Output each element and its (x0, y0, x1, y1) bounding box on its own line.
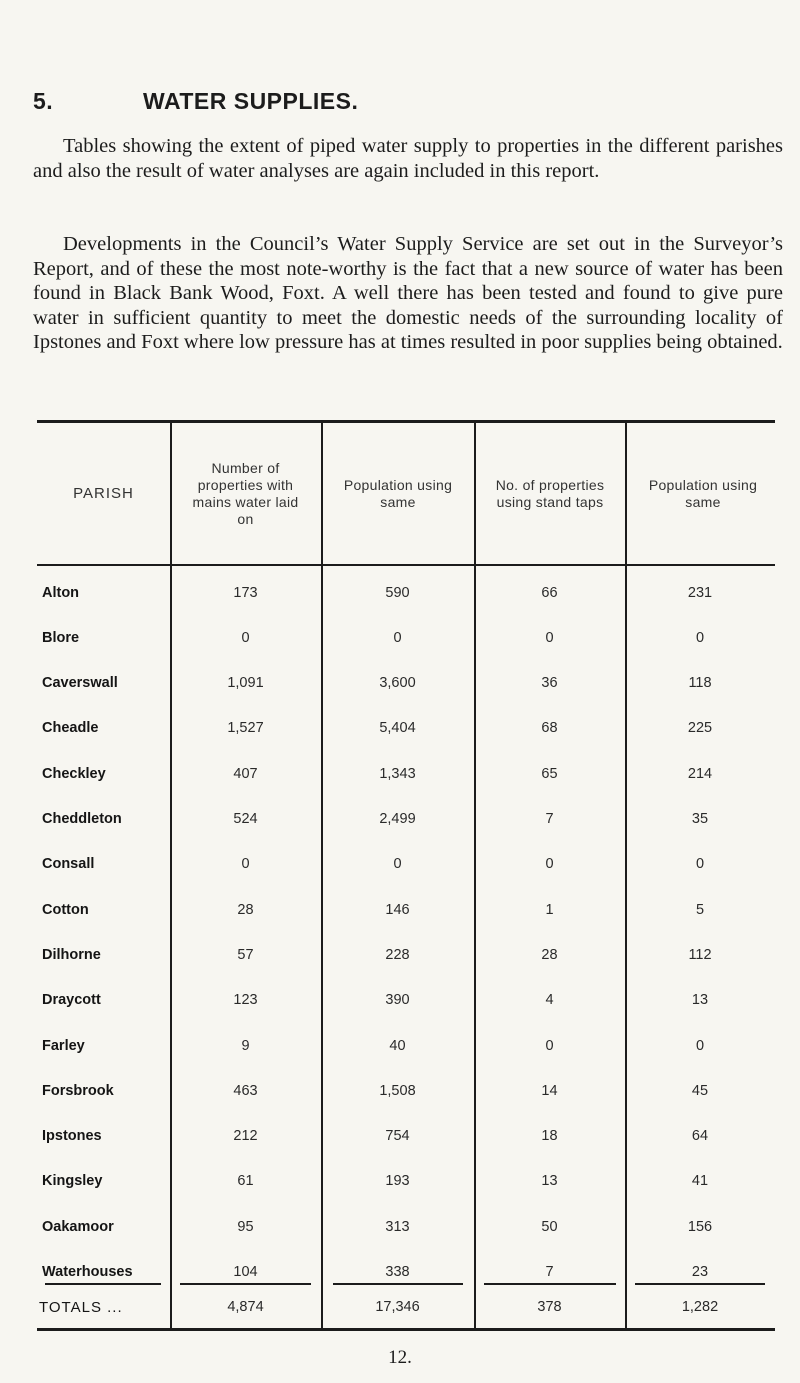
table-bottom-rule (37, 1328, 775, 1331)
population-standtaps: 0 (695, 629, 705, 646)
mains-properties: 212 (233, 1128, 258, 1145)
population-mains: 338 (385, 1264, 410, 1280)
parish-name: Alton (42, 584, 80, 601)
parish-name: Blore (42, 629, 80, 646)
section-heading (33, 88, 773, 115)
mains-properties: 0 (241, 856, 250, 873)
mains-properties: 104 (233, 1264, 258, 1280)
mains-properties: 407 (233, 765, 258, 782)
standtap-properties: 65 (541, 765, 558, 782)
population-mains: 2,499 (379, 811, 416, 827)
population-mains: 390 (385, 992, 410, 1009)
population-mains: 0 (393, 629, 402, 646)
header-standtap-properties: No. of properties using stand taps (495, 476, 605, 510)
table-row (37, 573, 775, 612)
parish-name: Cotton (42, 901, 89, 918)
section-number: 5. (33, 88, 54, 114)
table-row (37, 1026, 775, 1065)
table-row (37, 709, 775, 748)
standtap-properties: 66 (541, 584, 558, 601)
mains-properties: 1,527 (227, 720, 264, 737)
population-standtaps: 5 (695, 901, 705, 918)
population-standtaps: 0 (695, 1037, 705, 1054)
table-row (37, 664, 775, 703)
standtap-properties: 50 (541, 1218, 558, 1235)
population-standtaps: 231 (687, 584, 713, 601)
population-standtaps: 0 (695, 856, 705, 873)
parish-name: Cheadle (42, 720, 99, 737)
table-row (37, 1117, 775, 1156)
population-standtaps: 112 (688, 946, 712, 963)
population-mains: 313 (385, 1218, 410, 1235)
population-mains: 1,343 (379, 765, 416, 782)
population-mains: 193 (385, 1173, 410, 1190)
parish-name: Consall (42, 856, 95, 873)
total-taps: 378 (537, 1299, 562, 1315)
parish-name: Checkley (42, 765, 106, 782)
section-title: WATER SUPPLIES. (143, 88, 359, 114)
standtap-properties: 4 (545, 992, 554, 1009)
standtap-properties: 0 (545, 629, 554, 646)
population-mains: 754 (385, 1128, 410, 1145)
developments-paragraph: Developments in the Council’s Water Supply Service are set out in the Surveyor’s Report, and of these the most note-worthy is the fact that a new source of water has been found in Black Bank Wood, Foxt. A well there has been tested and found to give pure water in sufficient quantity to meet the domestic needs of the surrounding locality of Ipstones and Foxt where low pressure has at times resulted in poor supplies being obtained. (33, 233, 783, 353)
page-number: 12. (388, 1347, 412, 1368)
table-row (37, 1162, 775, 1201)
population-standtaps: 225 (687, 720, 713, 737)
header-parish: PARISH (73, 485, 134, 502)
table-row (37, 1207, 775, 1246)
parish-name: Cheddleton (42, 811, 122, 827)
population-mains: 40 (389, 1037, 406, 1054)
population-mains: 228 (385, 946, 410, 963)
standtap-properties: 18 (541, 1128, 558, 1145)
population-mains: 0 (393, 856, 402, 873)
population-standtaps: 64 (691, 1128, 709, 1145)
standtap-properties: 36 (541, 675, 558, 692)
mains-properties: 173 (233, 584, 258, 601)
water-supply-table (37, 420, 775, 1331)
mains-properties: 0 (241, 629, 250, 646)
population-standtaps: 156 (687, 1218, 713, 1235)
parish-name: Ipstones (42, 1128, 102, 1145)
standtap-properties: 68 (541, 720, 558, 737)
population-mains: 3,600 (379, 675, 416, 692)
mains-properties: 123 (233, 992, 258, 1009)
totals-row (37, 1285, 775, 1324)
population-standtaps: 23 (691, 1264, 709, 1280)
population-mains: 5,404 (379, 720, 416, 737)
population-mains: 590 (385, 584, 410, 601)
standtap-properties: 7 (545, 1264, 554, 1280)
population-standtaps: 35 (691, 811, 709, 827)
mains-properties: 524 (233, 811, 258, 827)
table-row (37, 618, 775, 657)
mains-properties: 9 (241, 1037, 250, 1054)
header-mains-properties: Number of properties with mains water laid on (192, 459, 299, 527)
header-bottom-rule (37, 564, 775, 566)
standtap-properties: 0 (545, 856, 554, 873)
parish-name: Dilhorne (42, 946, 101, 963)
standtap-properties: 7 (545, 811, 554, 827)
table-row (37, 935, 775, 974)
totals-label: TOTALS ... (39, 1298, 123, 1316)
table-row (37, 845, 775, 884)
parish-name: Farley (42, 1037, 85, 1054)
population-standtaps: 45 (691, 1082, 709, 1099)
standtap-properties: 0 (545, 1037, 554, 1054)
table-row (37, 800, 775, 839)
total-pop-mains: 17,346 (375, 1299, 420, 1315)
population-mains: 1,508 (379, 1082, 416, 1099)
table-row (37, 981, 775, 1020)
population-standtaps: 214 (687, 765, 713, 782)
population-standtaps: 118 (688, 675, 712, 692)
table-row (37, 754, 775, 793)
parish-name: Draycott (42, 992, 101, 1009)
mains-properties: 1,091 (227, 675, 264, 692)
intro-paragraph: Tables showing the extent of piped water supply to properties in the different parishes and also the result of water analyses are again included in this report. (33, 135, 783, 182)
total-mains: 4,874 (227, 1299, 264, 1315)
header-population-mains: Population using same (343, 476, 453, 510)
parish-name: Oakamoor (42, 1218, 114, 1235)
parish-name: Kingsley (42, 1173, 103, 1190)
mains-properties: 61 (237, 1173, 254, 1190)
total-pop-taps: 1,282 (681, 1299, 719, 1315)
parish-name: Caverswall (42, 675, 118, 692)
mains-properties: 95 (237, 1218, 254, 1235)
parish-name: Forsbrook (42, 1082, 114, 1099)
mains-properties: 463 (233, 1082, 258, 1099)
mains-properties: 57 (237, 946, 254, 963)
table-row (37, 890, 775, 929)
parish-name: Waterhouses (42, 1264, 133, 1280)
population-standtaps: 41 (691, 1173, 709, 1190)
header-population-standtaps: Population using same (648, 476, 758, 510)
table-row (37, 1071, 775, 1110)
standtap-properties: 14 (541, 1082, 558, 1099)
standtap-properties: 13 (541, 1173, 558, 1190)
population-standtaps: 13 (691, 992, 709, 1009)
standtap-properties: 28 (541, 946, 558, 963)
standtap-properties: 1 (545, 901, 554, 918)
population-mains: 146 (385, 901, 410, 918)
mains-properties: 28 (237, 901, 254, 918)
